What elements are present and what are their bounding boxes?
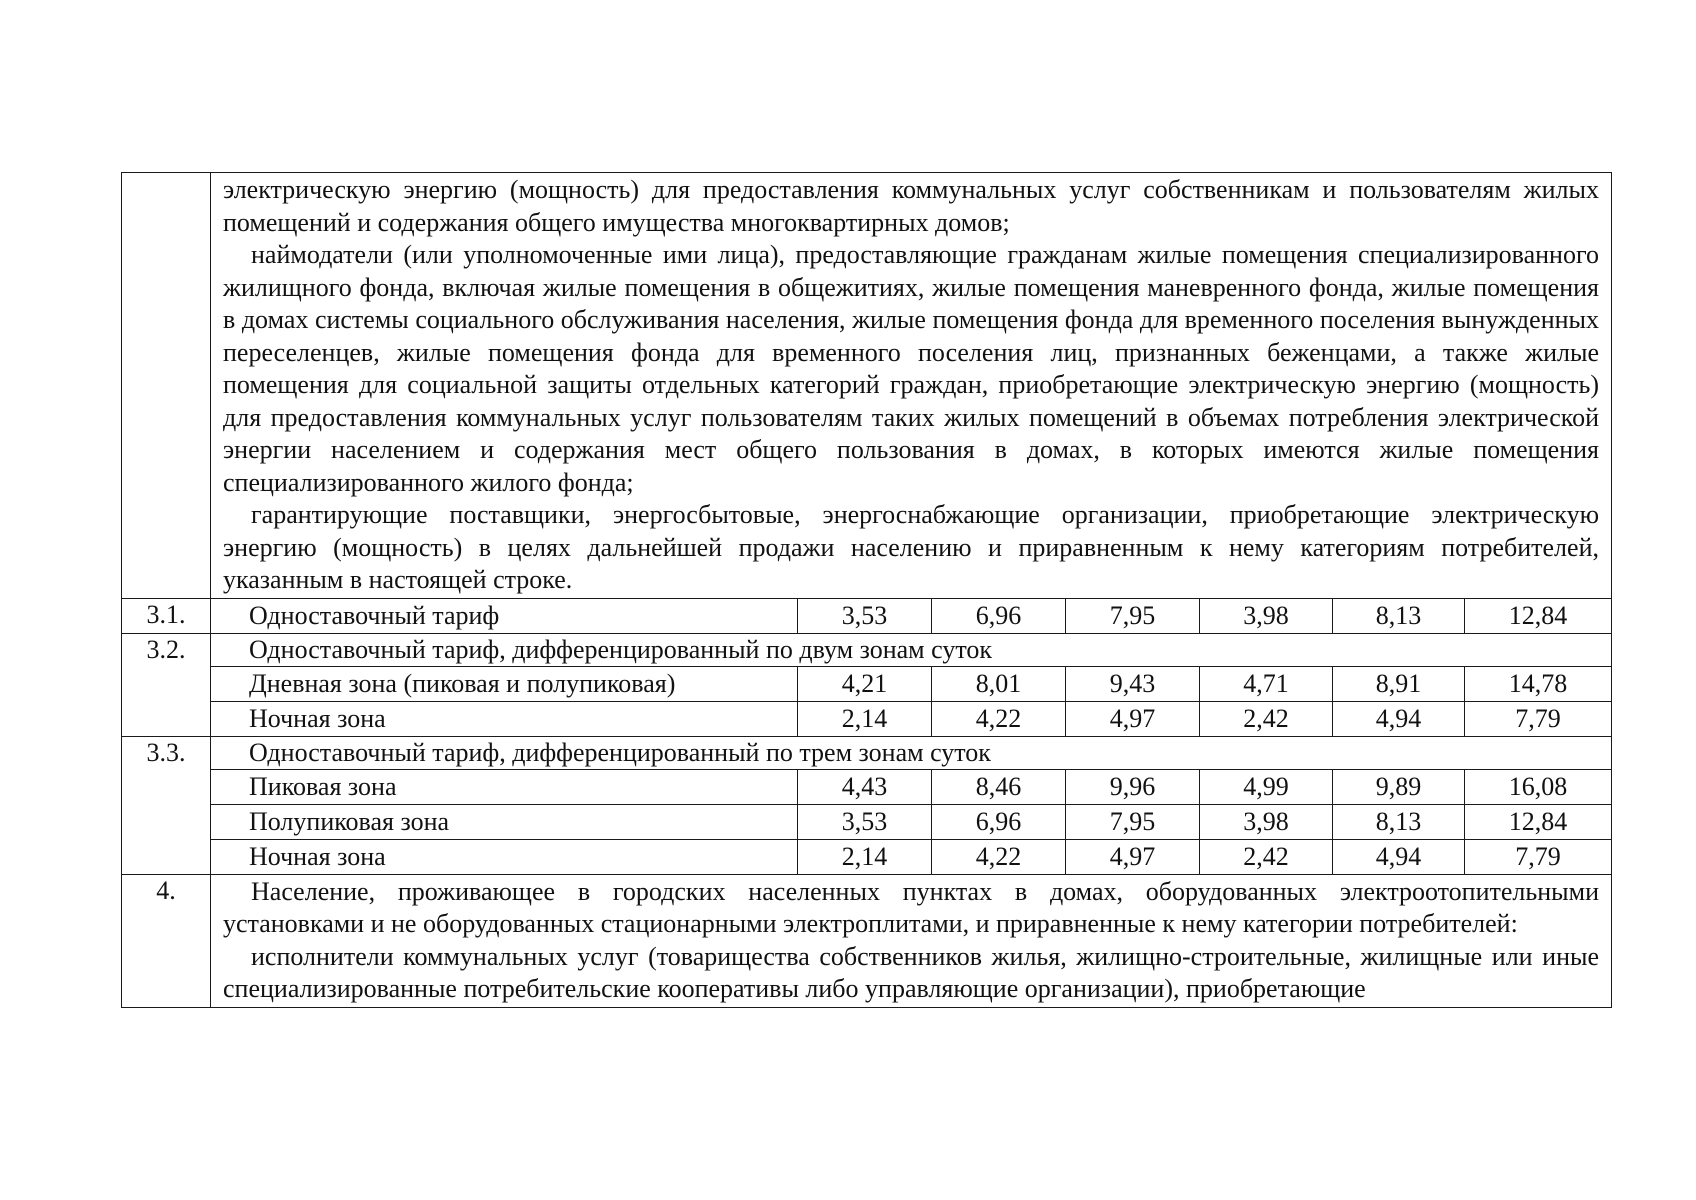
row-3-2-day xyxy=(122,666,1612,701)
value-cell: 7,95 xyxy=(1066,804,1200,839)
value-cell: 3,98 xyxy=(1200,804,1333,839)
value-cell: 4,94 xyxy=(1333,839,1465,874)
intro-paragraph-3: гарантирующие поставщики, энергосбытовые, энергоснабжающие организации, приобретающие электрическую энергию (мощность) в целях дальнейшей продажи населению и приравненным к нему категориям потребителей, указанным в настоящей строке. xyxy=(223,500,1599,594)
intro-row xyxy=(122,173,1612,599)
value-cell: 2,14 xyxy=(798,839,932,874)
value-cell: 8,91 xyxy=(1333,666,1465,701)
tariff-table xyxy=(121,172,1612,1008)
row-4 xyxy=(122,874,1612,1007)
value-cell: 4,22 xyxy=(932,701,1066,736)
value-cell: 8,13 xyxy=(1333,598,1465,633)
intro-paragraph-2: наймодатели (или уполномоченные ими лица), предоставляющие гражданам жилые помещения специализированного жилищного фонда, включая жилые помещения в общежитиях, жилые помещения маневренного фонда, жилые помещения в домах системы социального обслуживания населения, жилые помещения фонда для временного поселения вынужденных переселенцев, жилые помещения фонда для временного поселения лиц, признанных беженцами, а также жилые помещения для социальной защиты отдельных категорий граждан, приобретающие электрическую энергию (мощность) для предоставления коммунальных услуг пользователям таких жилых помещений в объемах потребления электрической энергии населением и содержания мест общего пользования в домах, в которых имеются жилые помещения специализированного жилого фонда; xyxy=(223,240,1599,497)
value-cell: 8,01 xyxy=(932,666,1066,701)
section-4-paragraph-2: исполнители коммунальных услуг (товарищества собственников жилья, жилищно-строительные, жилищные или иные специализированные потребительские кооперативы либо управляющие организации), приобретающие xyxy=(223,941,1599,1003)
value-cell: 3,98 xyxy=(1200,598,1333,633)
value-cell: 6,96 xyxy=(932,598,1066,633)
value-cell: 2,42 xyxy=(1200,701,1333,736)
value-cell: 9,43 xyxy=(1066,666,1200,701)
value-cell: 4,22 xyxy=(932,839,1066,874)
row-3-3-peak xyxy=(122,769,1612,804)
row-label: Дневная зона (пиковая и полупиковая) xyxy=(211,666,798,701)
row-3-1 xyxy=(122,598,1612,633)
row-3-3-night xyxy=(122,839,1612,874)
section-4-paragraph-1: Население, проживающее в городских населенных пунктах в домах, оборудованных электроотопительными установками и не оборудованных стационарными электроплитами, и приравненные к нему категории потребителей: xyxy=(223,876,1599,938)
value-cell: 3,53 xyxy=(798,804,932,839)
row-3-2-night xyxy=(122,701,1612,736)
value-cell: 2,42 xyxy=(1200,839,1333,874)
section-title: Одноставочный тариф, дифференцированный по двум зонам суток xyxy=(211,633,1612,666)
value-cell: 2,14 xyxy=(798,701,932,736)
row-label: Одноставочный тариф xyxy=(211,598,798,633)
row-3-2-header xyxy=(122,633,1612,666)
intro-number-cell xyxy=(122,173,211,599)
section-4-text-cell xyxy=(211,874,1612,1007)
value-cell: 8,46 xyxy=(932,769,1066,804)
value-cell: 16,08 xyxy=(1465,769,1612,804)
row-label: Полупиковая зона xyxy=(211,804,798,839)
value-cell: 4,99 xyxy=(1200,769,1333,804)
intro-paragraph-1: электрическую энергию (мощность) для предоставления коммунальных услуг собственникам и пользователям жилых помещений и содержания общего имущества многоквартирных домов; xyxy=(223,175,1599,237)
value-cell: 4,97 xyxy=(1066,701,1200,736)
value-cell: 7,79 xyxy=(1465,701,1612,736)
value-cell: 12,84 xyxy=(1465,598,1612,633)
value-cell: 8,13 xyxy=(1333,804,1465,839)
row-number: 4. xyxy=(122,874,211,1007)
value-cell: 14,78 xyxy=(1465,666,1612,701)
value-cell: 4,71 xyxy=(1200,666,1333,701)
value-cell: 9,96 xyxy=(1066,769,1200,804)
value-cell: 9,89 xyxy=(1333,769,1465,804)
row-3-3-semipeak xyxy=(122,804,1612,839)
row-3-3-header xyxy=(122,736,1612,769)
row-number: 3.3. xyxy=(122,736,211,874)
value-cell: 3,53 xyxy=(798,598,932,633)
value-cell: 4,94 xyxy=(1333,701,1465,736)
value-cell: 6,96 xyxy=(932,804,1066,839)
row-number: 3.2. xyxy=(122,633,211,736)
value-cell: 4,43 xyxy=(798,769,932,804)
value-cell: 7,79 xyxy=(1465,839,1612,874)
value-cell: 12,84 xyxy=(1465,804,1612,839)
row-label: Ночная зона xyxy=(211,701,798,736)
row-number: 3.1. xyxy=(122,598,211,633)
row-label: Пиковая зона xyxy=(211,769,798,804)
row-label: Ночная зона xyxy=(211,839,798,874)
section-title: Одноставочный тариф, дифференцированный по трем зонам суток xyxy=(211,736,1612,769)
intro-text-cell xyxy=(211,173,1612,599)
value-cell: 7,95 xyxy=(1066,598,1200,633)
value-cell: 4,97 xyxy=(1066,839,1200,874)
value-cell: 4,21 xyxy=(798,666,932,701)
